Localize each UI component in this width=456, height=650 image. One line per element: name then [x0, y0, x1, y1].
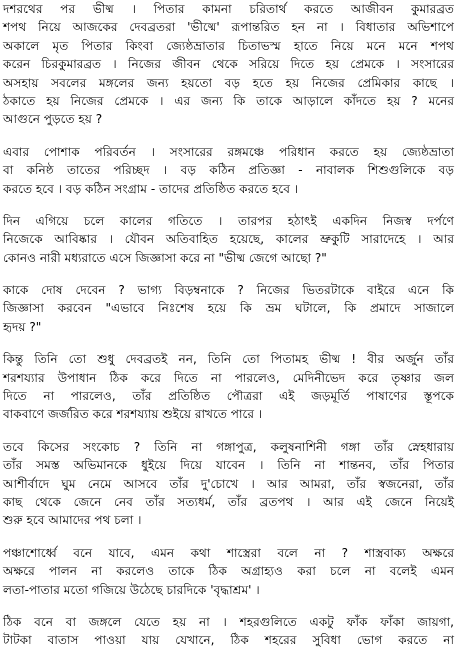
- text-line: শুরু হবে আমাদের পথ চলা ।: [3, 513, 142, 528]
- text-line: এবার পোশাক পরিবর্তন । সংসারের রঙ্গমঞ্চে পরিধান করতে হয় জ্যেষ্ঠভ্রাতা: [3, 144, 454, 159]
- text-line: দশরথের পর ভীষ্ম । পিতার কামনা চরিতার্থ করতে আজীবন কুমারব্রত: [3, 2, 454, 16]
- text-line: শপথ নিয়ে আজকের দেবব্রতরা 'ভীষ্মে' রূপান্তরিত হন না । বিধাতার অভিশাপে: [3, 20, 454, 35]
- text-line: টাটকা বাতাস পাওয়া যায় যেখানে, ঠিক শহরের সুবিধা ভোগ করতে না: [3, 633, 454, 648]
- text-line: অক্ষরে পালন না করলেও তাকে ঠিক অগ্রাহ্যও করা চলে না বলেই এমন: [3, 564, 454, 579]
- paragraph: [3, 143, 454, 198]
- text-line: কোনও নারী মধ্যরাতে এসে জিজ্ঞাসা করে না "ভীষ্ম জেগে আছো ?": [3, 250, 327, 265]
- text-line: ঠকাতে হয় নিজের প্রেমকে । এর জন্য কি তাকে আড়ালে কাঁদতে হয় ? মনের: [3, 93, 454, 108]
- text-line: তাঁর সমস্ত অভিমানকে ধুইয়ে দিয়ে যাবেন । তিনি না শান্তনব, তাঁর পিতার: [3, 458, 454, 473]
- text-line: পঞ্চাশোর্ধ্বে বনে যাবে, এমন কথা শাস্ত্রেরা বলে না ? শাস্ত্রবাক্য অক্ষরে: [3, 545, 454, 560]
- paragraph: [3, 281, 454, 336]
- paragraph-gap: [3, 267, 454, 281]
- paragraph: [3, 212, 454, 267]
- paragraph-gap: [3, 198, 454, 212]
- text-line: হৃদয় ?": [3, 319, 42, 334]
- paragraph-gap: [3, 336, 454, 350]
- paragraph-gap: [3, 424, 454, 438]
- paragraph-gap: [3, 129, 454, 143]
- text-line: জিজ্ঞাসা করবেন "এভাবে নিঃশেষ হয়ে কি ভ্রম ঘটালে, কি প্রমাদে সাজালে: [3, 301, 454, 316]
- text-line: দিতে না পারলেও, তাঁর প্রতিষ্ঠিত পৌত্ররা এই জড়মূর্তি পাষাণের স্তূপকে: [3, 389, 454, 404]
- paragraph-gap: [3, 599, 454, 613]
- text-line: করেন চিরকুমারব্রত । নিজের জীবন থেকে সরিয়ে দিতে হয় প্রেমকে । সংসারের: [3, 57, 454, 72]
- paragraph-gap: [3, 530, 454, 544]
- text-line: নিজেকে আবিষ্কার । যৌবন অতিবাহিত হয়েছে, কালের ভ্রুকুটি সারাদেহে । আর: [3, 232, 454, 247]
- text-line: দিন এগিয়ে চলে কালের গতিতে । তারপর হঠাৎই একদিন নিজস্ব দর্পণে: [3, 213, 454, 228]
- text-line: আশীর্বাদে ঘুম নেমে আসবে তাঁর দু'চোখে । আর আমরা, তাঁর স্বজনেরা, তাঁর: [3, 476, 454, 491]
- text-line: আগুনে পুড়তে হয় ?: [3, 112, 103, 127]
- text-line: লতা-পাতার মতো গজিয়ে উঠেছে চারদিকে 'বৃদ্ধাশ্রম' ।: [3, 582, 260, 597]
- paragraph: [3, 350, 454, 424]
- paragraph: [3, 438, 454, 530]
- text-line: কিন্তু তিনি তো শুধু দেবব্রতই নন, তিনি তো পিতামহ ভীষ্ম ! বীর অর্জুন তাঁর: [3, 352, 454, 367]
- paragraph: [3, 0, 454, 129]
- text-line: শরশয্যার উপাধান ঠিক করে দিতে না পারলেও, মেদিনীভেদ করে তৃষ্ণার জল: [3, 370, 454, 385]
- text-line: করতে হবে । বড় কঠিন সংগ্রাম - তাদের প্রতিষ্ঠিত করতে হবে ।: [3, 181, 299, 196]
- paragraph: [3, 613, 454, 650]
- text-line: কাছ থেকে জেনে নেব তাঁর সত্যধর্ম, তাঁর ব্রতপথ । আর এই জেনে নিয়েই: [3, 494, 454, 509]
- text-line: তবে কিসের সংকোচ ? তিনি না গঙ্গাপুত্র, কলুষনাশিনী গঙ্গা তাঁর স্নেহধারায়: [3, 439, 454, 454]
- text-line: অকালে মৃত পিতার কিংবা জ্যেষ্ঠভ্রাতার চিতাভস্ম হাতে নিয়ে মনে মনে শপথ: [3, 38, 454, 53]
- text-line: কাকে দোষ দেবেন ? ভাগ্য বিড়ম্বনাকে ? নিজের ভিতরটাকে বাইরে এনে কি: [3, 283, 454, 298]
- text-line: বাকবাণে জর্জরিত করে শরশয্যায় শুইয়ে রাখতে পারে ।: [3, 407, 263, 422]
- text-line: ঠিক বনে বা জঙ্গলে যেতে হয় না । শহরগুলিতে একটু ফাঁক ফাঁকা জায়গা,: [3, 614, 454, 629]
- text-line: বা কনিষ্ঠ তাতের পরিচ্ছদ । বড় কঠিন প্রতিজ্ঞা - নাবালক শিশুগুলিকে বড়: [3, 163, 454, 178]
- paragraph: [3, 544, 454, 599]
- text-line: অসহায় সবলের মঙ্গলের জন্য হয়তো বড় হতে হয় নিজের প্রেমিকার কাছে ।: [3, 75, 454, 90]
